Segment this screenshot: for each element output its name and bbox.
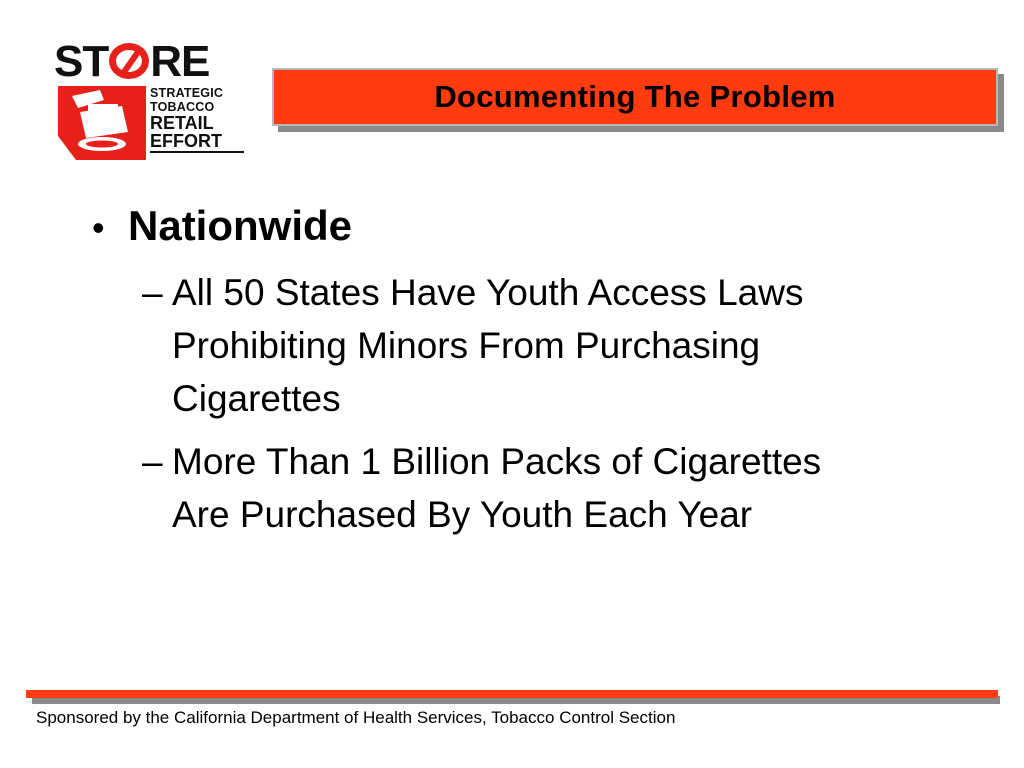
logo-word-effort: EFFORT: [150, 131, 222, 151]
logo-wordmark: [54, 37, 210, 86]
logo-re: RE: [150, 37, 210, 86]
bullet-item: [92, 198, 972, 256]
slide-content: [92, 198, 972, 541]
logo-st: ST: [54, 37, 109, 86]
store-counter-icon: [58, 86, 146, 160]
sub-bullet-item: [142, 266, 972, 425]
store-logo: [54, 37, 250, 160]
sub-bullet-text: All 50 States Have Youth Access Laws Prohibiting Minors From Purchasing Cigarettes: [172, 272, 804, 419]
slide-title: Documenting The Problem: [434, 79, 836, 114]
logo-words: [150, 86, 244, 153]
sub-bullet-dash: –: [142, 441, 163, 482]
footer-sponsor-text: Sponsored by the California Department of Health Services, Tobacco Control Section: [36, 708, 676, 727]
bullet-dot: •: [92, 207, 105, 248]
title-banner: [272, 68, 998, 126]
logo-word-tobacco: TOBACCO: [150, 100, 215, 114]
sub-bullet-dash: –: [142, 272, 163, 313]
footer-rule: [26, 690, 998, 698]
no-symbol-icon: [109, 43, 149, 79]
sub-bullet-text: More Than 1 Billion Packs of Cigarettes Are Purchased By Youth Each Year: [172, 441, 822, 535]
logo-word-retail: RETAIL: [150, 113, 214, 133]
bullet-label: Nationwide: [128, 202, 353, 249]
logo-underline: [150, 151, 244, 153]
sub-bullet-item: [142, 435, 972, 541]
title-box: [272, 68, 998, 126]
logo-word-strategic: STRATEGIC: [150, 86, 224, 100]
